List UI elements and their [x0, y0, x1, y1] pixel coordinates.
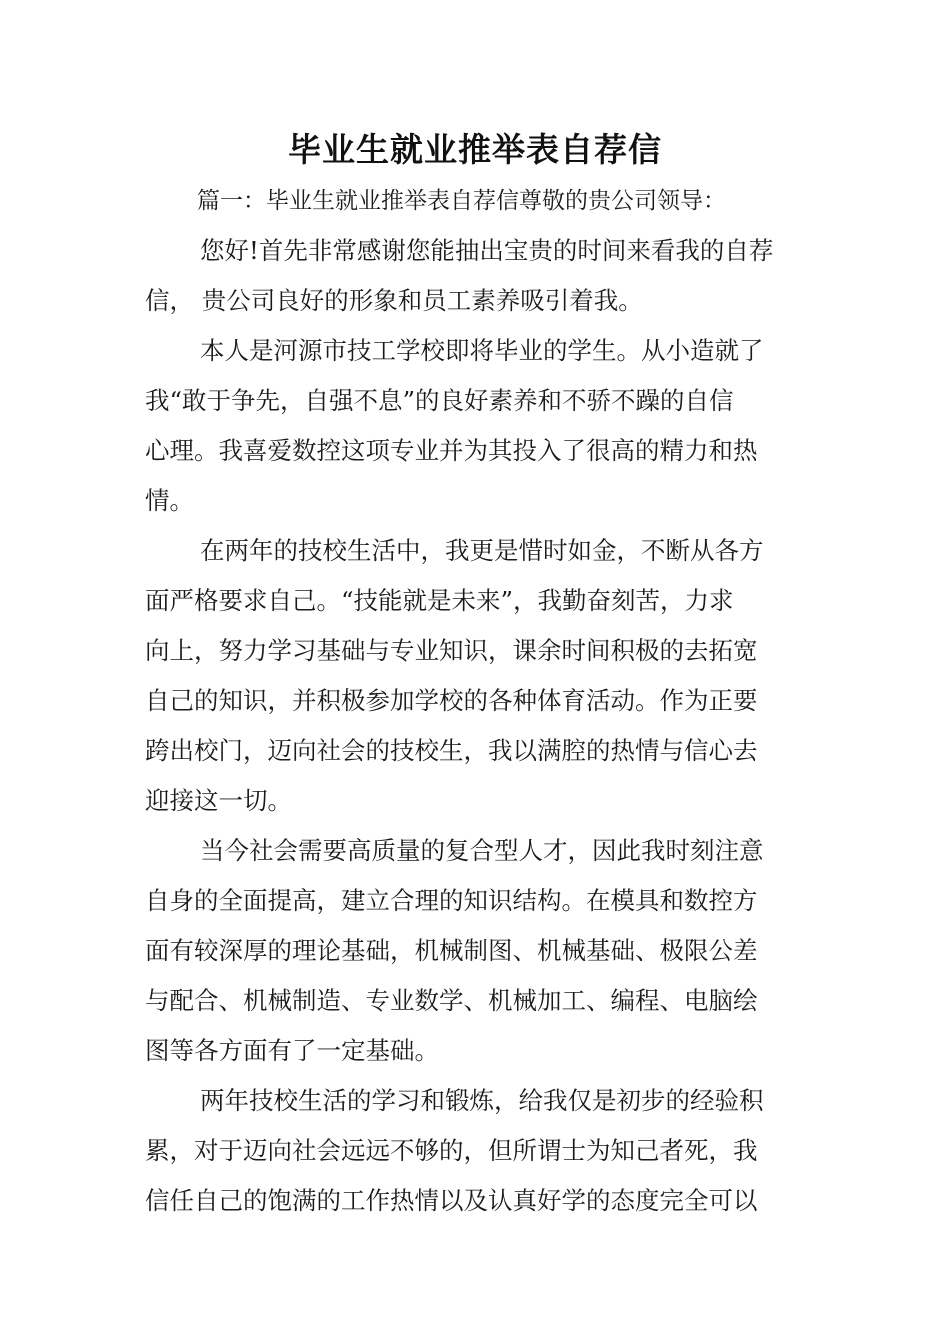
document-body	[145, 226, 809, 1226]
paragraph-line: 跨出校门，迈向社会的技校生，我以满腔的热情与信心去	[145, 736, 758, 765]
document-subtitle: 篇一：毕业生就业推举表自荐信尊敬的贵公司领导：	[197, 188, 726, 214]
paragraph-introduction	[145, 326, 809, 526]
paragraph-line: 心理。我喜爱数控这项专业并为其投入了很高的精力和热	[145, 436, 758, 465]
paragraph-line: 面有较深厚的理论基础，机械制图、机械基础、极限公差	[145, 936, 758, 965]
paragraph-line: 信， 贵公司良好的形象和员工素养吸引着我。	[145, 286, 643, 315]
paragraph-line: 信任自己的饱满的工作热情以及认真好学的态度完全可以	[145, 1186, 758, 1215]
paragraph-line: 累，对于迈向社会远远不够的，但所谓士为知己者死，我	[145, 1136, 758, 1165]
paragraph-skills	[145, 826, 809, 1076]
paragraph-line: 自己的知识，并积极参加学校的各种体育活动。作为正要	[145, 686, 758, 715]
document-title: 毕业生就业推举表自荐信	[288, 130, 662, 169]
paragraph-line: 情。	[145, 486, 194, 515]
paragraph-line: 自身的全面提高，建立合理的知识结构。在模具和数控方	[145, 886, 758, 915]
paragraph-conclusion	[145, 1076, 809, 1226]
paragraph-line: 迎接这一切。	[145, 786, 292, 815]
paragraph-line: 当今社会需要高质量的复合型人才，因此我时刻注意	[200, 836, 764, 865]
paragraph-line: 在两年的技校生活中，我更是惜时如金，不断从各方	[200, 536, 764, 565]
paragraph-school-life	[145, 526, 809, 826]
paragraph-line: 图等各方面有了一定基础。	[145, 1036, 439, 1065]
paragraph-line: 与配合、机械制造、专业数学、机械加工、编程、电脑绘	[145, 986, 758, 1015]
paragraph-line: 两年技校生活的学习和锻炼，给我仅是初步的经验积	[200, 1086, 764, 1115]
paragraph-line: 本人是河源市技工学校即将毕业的学生。从小造就了	[200, 336, 764, 365]
paragraph-greeting	[145, 226, 809, 326]
paragraph-line: 您好!首先非常感谢您能抽出宝贵的时间来看我的自荐	[200, 236, 774, 265]
paragraph-line: 面严格要求自己。“技能就是未来”，我勤奋刻苦，力求	[145, 586, 734, 615]
paragraph-line: 我“敢于争先，自强不息”的良好素养和不骄不躁的自信	[145, 386, 734, 415]
paragraph-line: 向上，努力学习基础与专业知识，课余时间积极的去拓宽	[145, 636, 758, 665]
